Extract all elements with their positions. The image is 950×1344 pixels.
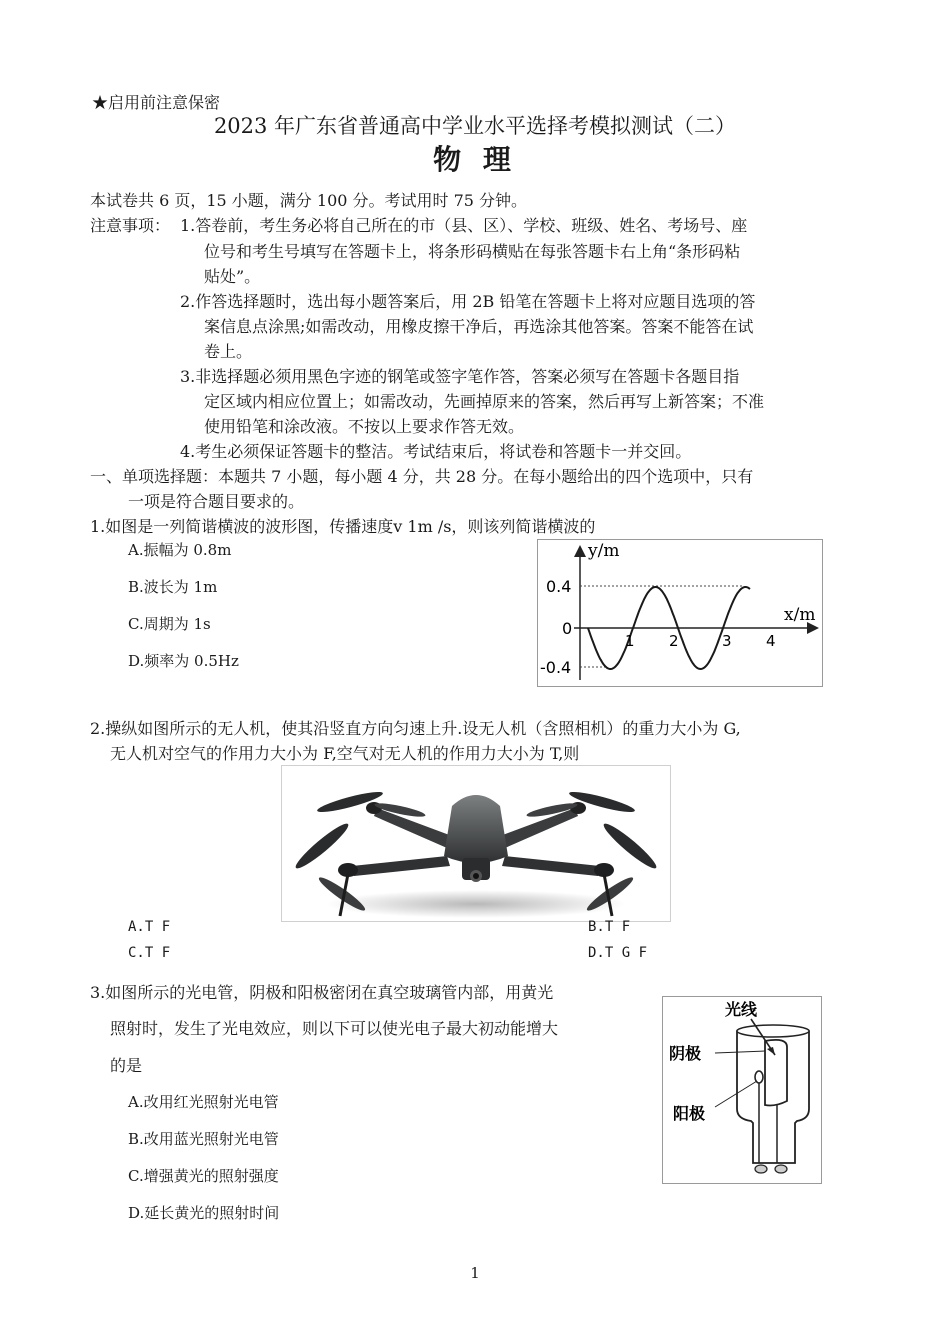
q2-option-c: C.T F [128,945,171,961]
q1-option-c: C.周期为 1s [128,615,211,633]
q2-option-a: A.T F [128,919,171,935]
x-tick-1: 1 [625,632,635,650]
x-axis-label: x/m [784,605,816,625]
note-3-line-2: 定区域内相应位置上；如需改动，先画掉原来的答案，然后再写上新答案；不准 [204,392,765,411]
q3-option-d: D.延长黄光的照射时间 [128,1204,280,1222]
exam-title: 2023 年广东省普通高中学业水平选择考模拟测试（二） [213,114,737,138]
q3-option-c: C.增强黄光的照射强度 [128,1167,279,1185]
q1-option-d: D.频率为 0.5Hz [128,652,239,670]
anode-label: 阳极 [673,1104,706,1123]
y-tick-0-4: 0.4 [546,577,572,596]
q3-stem-line-2: 照射时，发生了光电效应，则以下可以使光电子最大初动能增大 [110,1019,559,1038]
drone-illustration [282,766,670,921]
cathode-label: 阴极 [669,1044,702,1063]
page-number: 1 [470,1264,480,1282]
drone-photo [281,765,671,922]
y-tick-0: 0 [562,619,573,638]
q3-option-a: A.改用红光照射光电管 [128,1093,279,1111]
note-1-line-3: 贴处”。 [204,267,261,286]
phototube-svg [663,997,821,1183]
subject-title: 物 理 [433,143,517,176]
note-2-line-3: 卷上。 [204,342,253,361]
note-2-line-2: 案信息点涂黑;如需改动，用橡皮擦干净后，再选涂其他答案。答案不能答在试 [204,317,754,336]
x-tick-2: 2 [669,632,679,650]
y-axis-label: y/m [588,541,620,561]
light-label: 光线 [725,1000,758,1019]
confidential-mark: ★启用前注意保密 [92,93,221,112]
q1-option-b: B.波长为 1m [128,578,218,596]
note-2-line-1: 2.作答选择题时，选出每小题答案后，用 2B 铅笔在答题卡上将对应题目选项的答 [180,292,756,311]
x-tick-3: 3 [722,632,732,650]
exam-intro: 本试卷共 6 页，15 小题，满分 100 分。考试用时 75 分钟。 [90,191,528,210]
note-1-line-1: 1.答卷前，考生务必将自己所在的市（县、区）、学校、班级、姓名、考场号、座 [180,216,748,235]
wave-graph [537,539,823,687]
y-tick-neg-0-4: -0.4 [540,658,572,677]
q3-option-b: B.改用蓝光照射光电管 [128,1130,279,1148]
q3-stem-line-1: 3.如图所示的光电管，阴极和阳极密闭在真空玻璃管内部，用黄光 [90,983,554,1002]
phototube-figure [662,996,822,1184]
notes-label: 注意事项： [90,216,171,235]
q2-stem-line-2: 无人机对空气的作用力大小为 F,空气对无人机的作用力大小为 T,则 [110,744,580,763]
q3-stem-line-3: 的是 [110,1056,143,1075]
note-1-line-2: 位号和考生号填写在答题卡上，将条形码横贴在每张答题卡右上角“条形码粘 [204,242,741,261]
note-3-line-1: 3.非选择题必须用黑色字迹的钢笔或签字笔作答，答案必须写在答题卡各题目指 [180,367,740,386]
q2-stem-line-1: 2.操纵如图所示的无人机，使其沿竖直方向匀速上升.设无人机（含照相机）的重力大小为 G, [90,719,741,738]
q1-option-a: A.振幅为 0.8m [128,541,232,559]
x-tick-4: 4 [766,632,776,650]
q2-option-d: D.T G F [588,945,648,961]
q2-option-b: B.T F [588,919,631,935]
section-heading: 一、单项选择题：本题共 7 小题，每小题 4 分，共 28 分。在每小题给出的四个选项中，只有 [90,467,754,486]
note-3-line-3: 使用铅笔和涂改液。不按以上要求作答无效。 [204,417,525,436]
note-4-line-1: 4.考生必须保证答题卡的整洁。考试结束后，将试卷和答题卡一并交回。 [180,442,692,461]
wave-graph-svg [538,540,822,686]
q1-stem: 1.如图是一列简谐横波的波形图，传播速度v 1m /s，则该列简谐横波的 [90,517,596,536]
section-heading-cont: 一项是符合题目要求的。 [128,492,305,511]
